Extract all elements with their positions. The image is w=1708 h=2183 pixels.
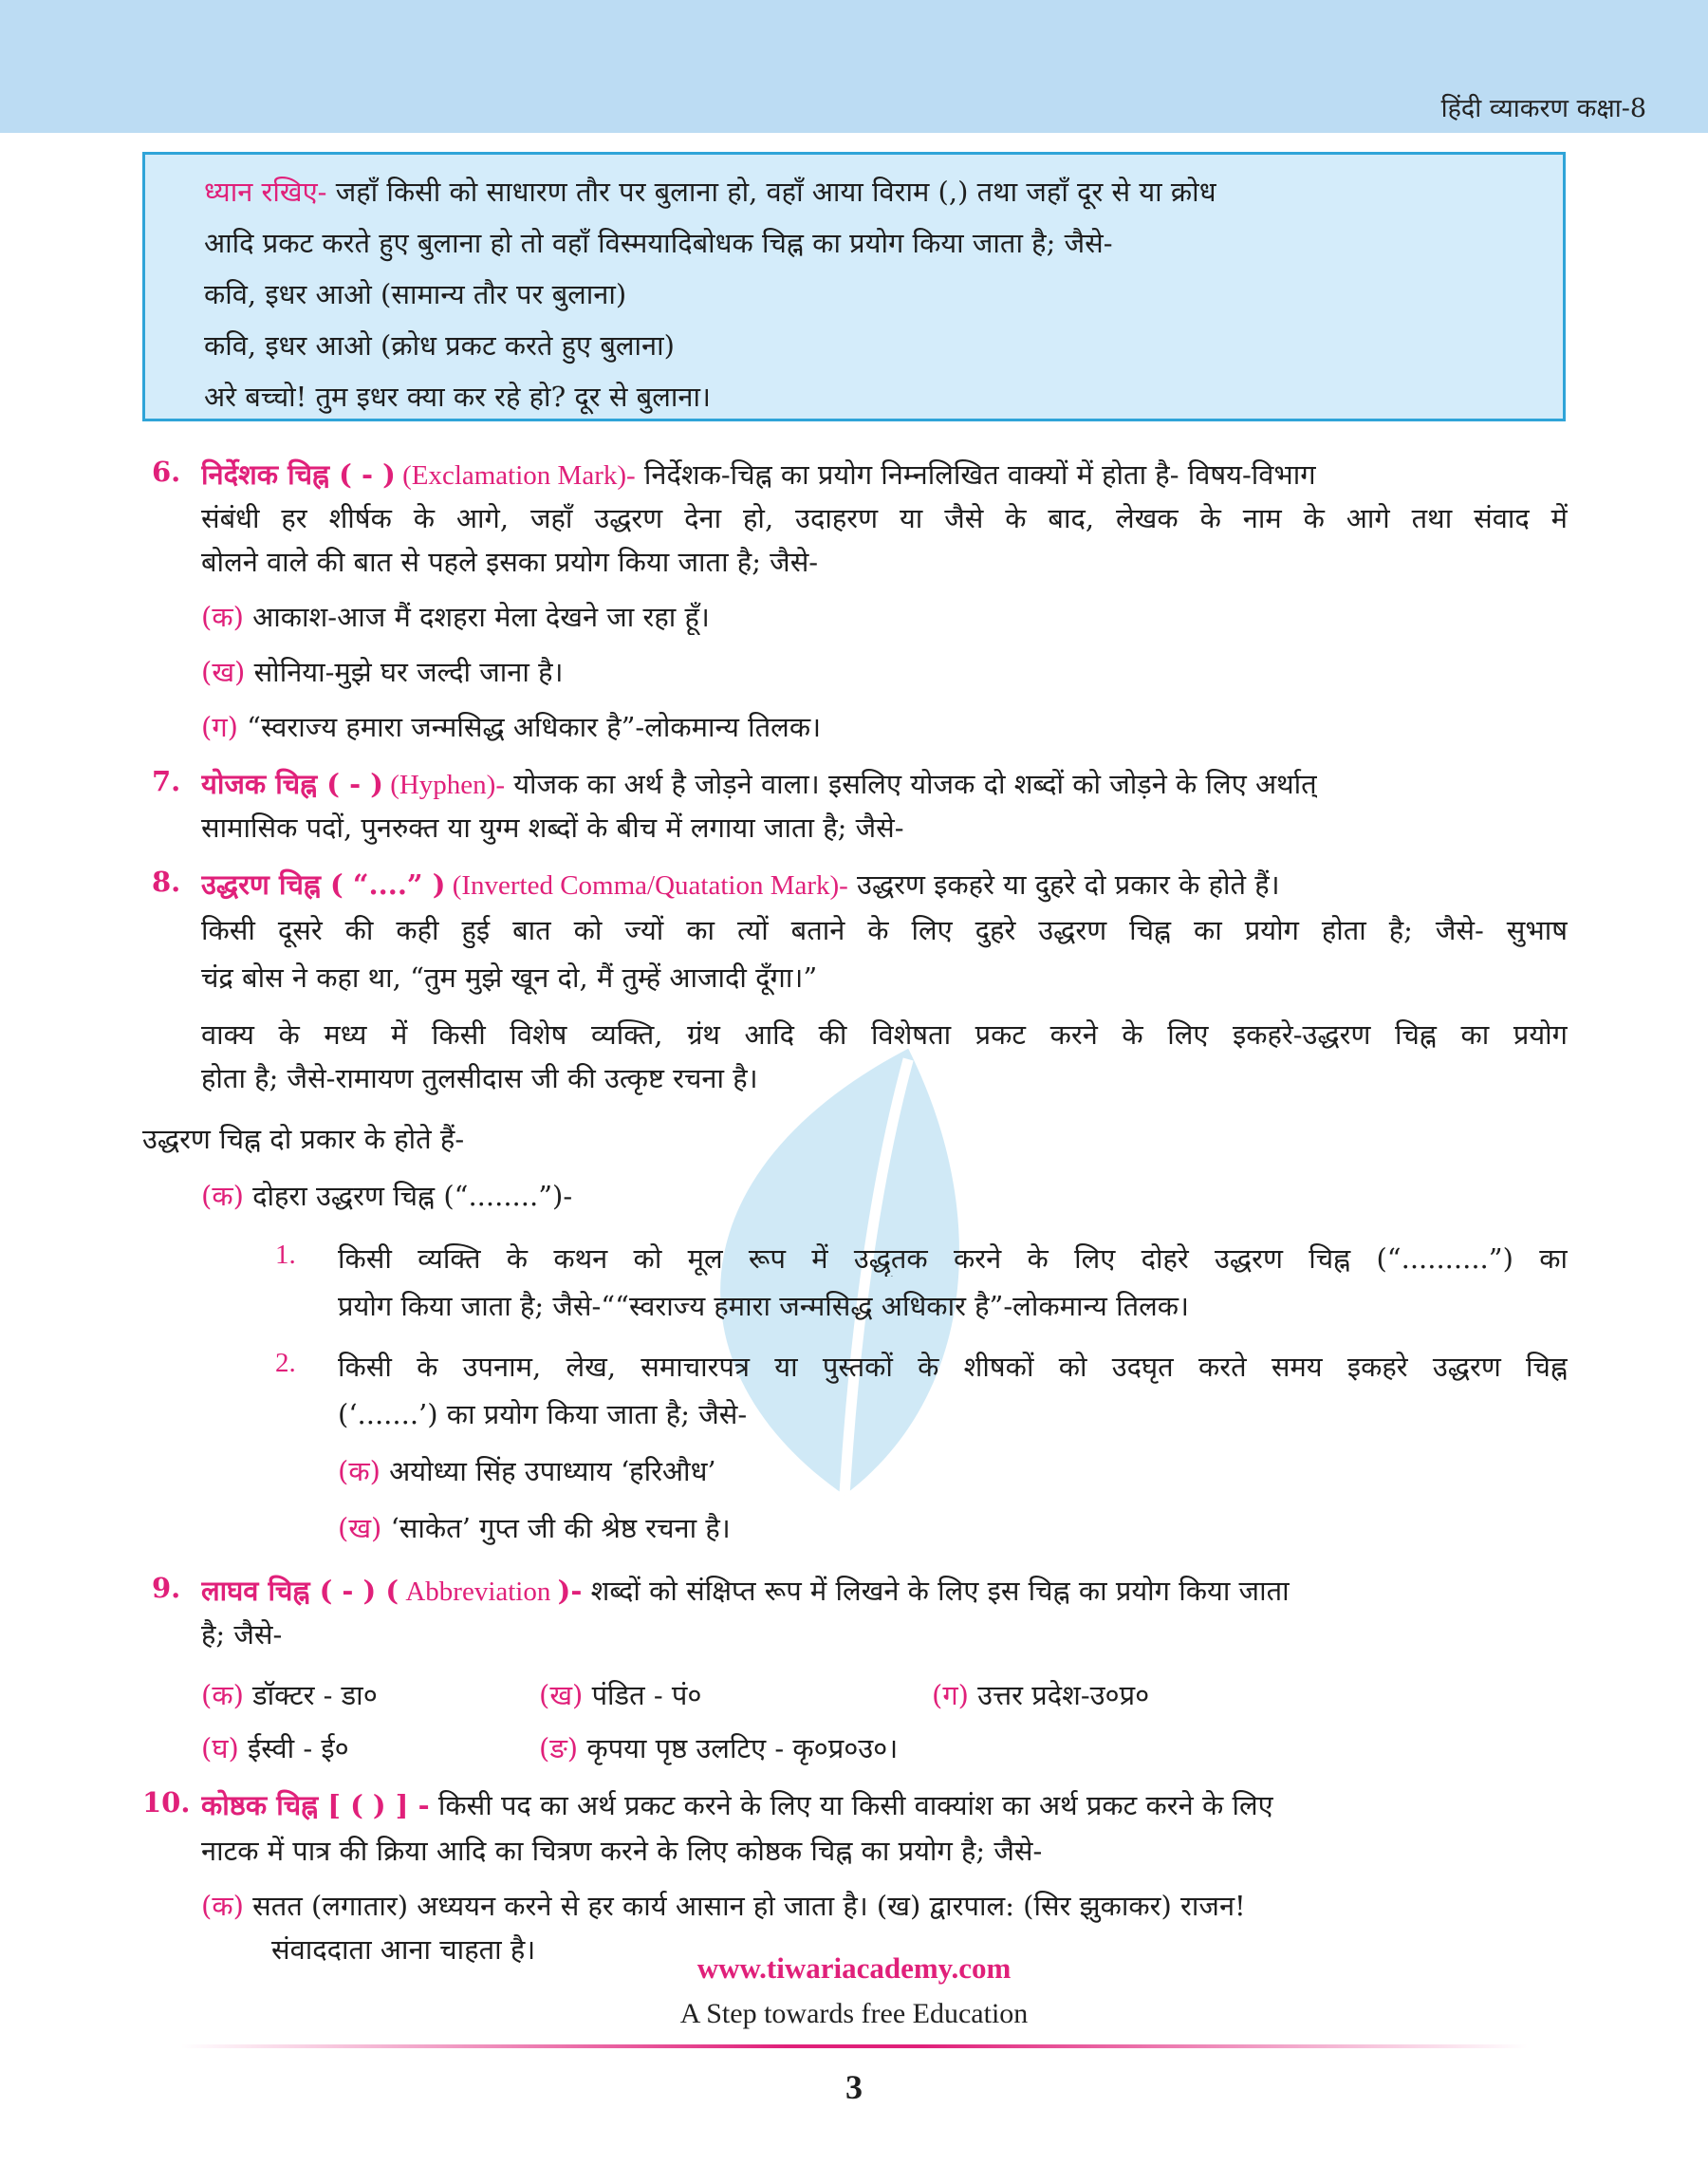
section-9-example-k: (क) डॉक्टर - डा०: [201, 1679, 378, 1711]
section-9-example-gh: (घ) ईस्वी - ई०: [201, 1732, 349, 1764]
section-8-heading: उद्धरण चिह्न ( “....” ) (Inverted Comma/Quatation Mark)- उद्धरण इकहरे या दुहरे दो प्रकार के होते हैं।: [201, 868, 1280, 901]
section-6-line-2: संबंधी हर शीर्षक के आगे, जहाँ उद्धरण देना हो, उदाहरण या जैसे के बाद, लेखक के नाम के आगे तथा संवाद में: [201, 502, 1568, 534]
header-title: हिंदी व्याकरण कक्षा-8: [1440, 94, 1646, 123]
section-8-line-5: होता है; जैसे-रामायण तुलसीदास जी की उत्कृष्ट रचना है।: [201, 1062, 758, 1094]
note-line-1: ध्यान रखिए- जहाँ किसी को साधारण तौर पर बुलाना हो, वहाँ आया विराम (,) तथा जहाँ दूर से या क्रोध: [204, 176, 1216, 208]
section-8-sub-1-line-2: प्रयोग किया जाता है; जैसे-““स्वराज्य हमारा जन्मसिद्ध अधिकार है”-लोकमान्य तिलक।: [338, 1290, 1190, 1322]
section-8-types-intro: उद्धरण चिह्न दो प्रकार के होते हैं-: [142, 1123, 465, 1155]
page-number: 3: [845, 2068, 863, 2106]
section-10-line-2: नाटक में पात्र की क्रिया आदि का चित्रण करने के लिए कोष्ठक चिह्न का प्रयोग है; जैसे-: [201, 1835, 1043, 1867]
section-8-sub-2-line-2: (‘.......’) का प्रयोग किया जाता है; जैसे-: [338, 1398, 748, 1430]
section-8-number: 8.: [152, 866, 181, 898]
section-6-example-k: (क) आकाश-आज मैं दशहरा मेला देखने जा रहा हूँ।: [201, 601, 710, 633]
section-6-heading: निर्देशक चिह्न ( - ) (Exclamation Mark)- निर्देशक-चिह्न का प्रयोग निम्नलिखित वाक्यों में होता है- विषय-विभाग: [201, 458, 1316, 491]
section-10-example-line-2: संवाददाता आना चाहता है।: [271, 1933, 536, 1966]
section-8-line-2: किसी दूसरे की कही हुई बात को ज्यों का त्यों बताने के लिए दुहरे उद्धरण चिह्न का प्रयोग होता है; जैसे- सुभाष: [201, 914, 1568, 946]
note-label: ध्यान रखिए-: [204, 176, 327, 208]
section-9-line-2: है; जैसे-: [201, 1618, 283, 1651]
note-line-5: अरे बच्चो! तुम इधर क्या कर रहे हो? दूर से बुलाना।: [204, 381, 711, 413]
note-box: [142, 152, 1566, 421]
note-line-3: कवि, इधर आओ (सामान्य तौर पर बुलाना): [204, 278, 627, 310]
section-8-sub-1-line-1: किसी व्यक्ति के कथन को मूल रूप में उद्धृतक करने के लिए दोहरे उद्धरण चिह्न (“..........”) का: [338, 1242, 1568, 1275]
section-10-heading: कोष्ठक चिह्न [ ( ) ] - किसी पद का अर्थ प्रकट करने के लिए या किसी वाक्यांश का अर्थ प्रकट करने के लिए: [201, 1789, 1273, 1821]
footer-divider: [180, 2044, 1528, 2048]
section-7-line-2: सामासिक पदों, पुनरुक्त या युग्म शब्दों के बीच में लगाया जाता है; जैसे-: [201, 812, 904, 844]
section-8-sub-2-number: 2.: [275, 1348, 296, 1378]
section-6-line-3: बोलने वाले की बात से पहले इसका प्रयोग किया जाता है; जैसे-: [201, 546, 819, 578]
section-9-example-ng: (ङ) कृपया पृष्ठ उलटिए - कृ०प्र०उ०।: [539, 1732, 899, 1764]
section-8-sub-2-line-1: किसी के उपनाम, लेख, समाचारपत्र या पुस्तकों के शीषकों को उदघृत करते समय इकहरे उद्धरण चिह्न: [338, 1351, 1568, 1383]
section-7-heading: योजक चिह्न ( - ) (Hyphen)- योजक का अर्थ है जोड़ने वाला। इसलिए योजक दो शब्दों को जोड़ने के लिए अर्थात्: [201, 768, 1317, 800]
footer-tagline: A Step towards free Education: [679, 1998, 1029, 2029]
note-line-2: आदि प्रकट करते हुए बुलाना हो तो वहाँ विस्मयादिबोधक चिह्न का प्रयोग किया जाता है; जैसे-: [204, 227, 1113, 259]
section-8-sub-2-example-k: (क) अयोध्या सिंह उपाध्याय ‘हरिऔध’: [338, 1455, 716, 1487]
section-8-line-3: चंद्र बोस ने कहा था, “तुम मुझे खून दो, मैं तुम्हें आजादी दूँगा।”: [201, 961, 818, 994]
footer-url: www.tiwariacademy.com: [696, 1951, 1012, 1985]
section-9-number: 9.: [152, 1572, 181, 1604]
section-8-sub-1-number: 1.: [275, 1240, 296, 1270]
section-9-example-g: (ग) उत्तर प्रदेश-उ०प्र०: [932, 1679, 1150, 1711]
section-10-number: 10.: [142, 1786, 191, 1819]
section-8-sub-2-example-kh: (ख) ‘साकेत’ गुप्त जी की श्रेष्ठ रचना है।: [338, 1512, 731, 1544]
section-6-example-g: (ग) “स्वराज्य हमारा जन्मसिद्ध अधिकार है”-लोकमान्य तिलक।: [201, 711, 822, 743]
section-7-number: 7.: [152, 765, 181, 797]
section-8-type-k: (क) दोहरा उद्धरण चिह्न (“........”)-: [201, 1180, 573, 1212]
section-9-example-kh: (ख) पंडित - पं०: [539, 1679, 702, 1711]
section-10-example-line-1: (क) सतत (लगातार) अध्ययन करने से हर कार्य आसान हो जाता है। (ख) द्वारपाल: (सिर झुकाकर) राजन!: [201, 1890, 1246, 1922]
section-6-number: 6.: [152, 456, 181, 488]
section-6-example-kh: (ख) सोनिया-मुझे घर जल्दी जाना है।: [201, 656, 564, 688]
section-9-heading: लाघव चिह्न ( - ) ( Abbreviation )- शब्दों को संक्षिप्त रूप में लिखने के लिए इस चिह्न का प्रयोग किया जाता: [201, 1575, 1290, 1607]
section-8-line-4: वाक्य के मध्य में किसी विशेष व्यक्ति, ग्रंथ आदि की विशेषता प्रकट करने के लिए इकहरे-उद्धरण चिह्न का प्रयोग: [201, 1018, 1568, 1051]
note-line-4: कवि, इधर आओ (क्रोध प्रकट करते हुए बुलाना): [204, 329, 675, 362]
